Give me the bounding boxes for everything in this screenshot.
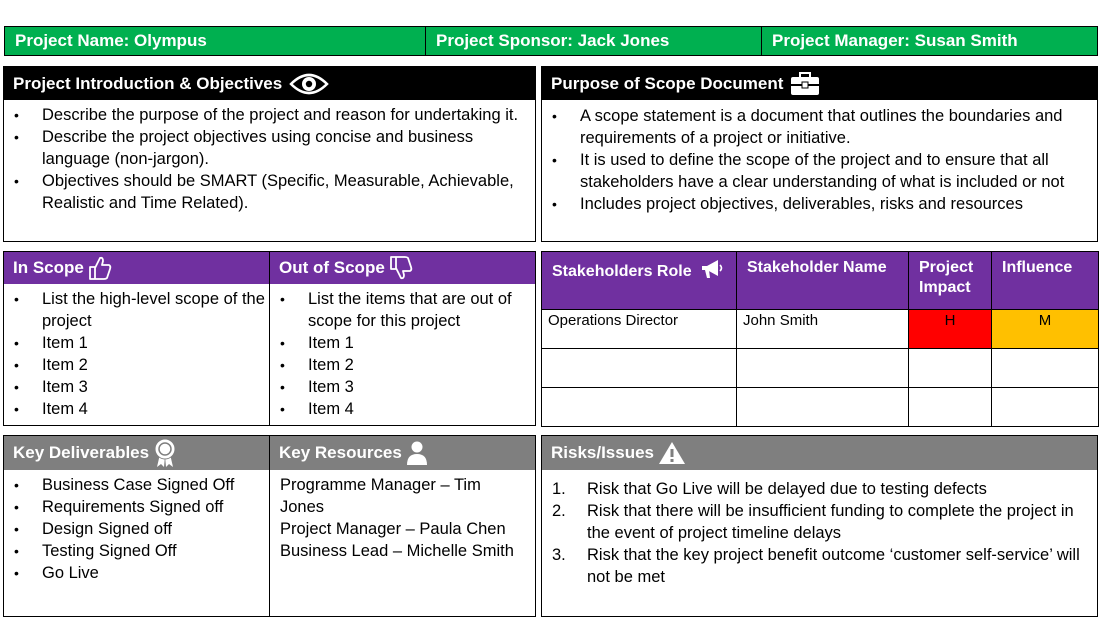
deliverables-resources-panel xyxy=(3,435,536,617)
table-cell: John Smith xyxy=(737,310,909,349)
stakeholders-header-row xyxy=(542,252,1099,310)
in-scope-header xyxy=(4,252,269,284)
table-cell xyxy=(737,388,909,427)
stakeholders-panel xyxy=(541,251,1098,426)
influence-header: Influence xyxy=(992,252,1099,310)
project-manager: Project Manager: Susan Smith xyxy=(772,31,1018,50)
risk-number: 1. xyxy=(552,480,566,498)
influence-medium-cell: M xyxy=(992,310,1099,349)
list-item: • Item 2 xyxy=(270,354,535,376)
risks-header xyxy=(542,436,1097,470)
table-cell: Operations Director xyxy=(542,310,737,349)
resources-header xyxy=(270,436,535,470)
list-item: • Item 4 xyxy=(270,398,535,420)
list-item: • Item 4 xyxy=(4,398,269,420)
list-item: • Includes project objectives, deliverables, risks and resources xyxy=(542,193,1097,215)
thumbs-up-icon xyxy=(88,255,112,281)
table-row xyxy=(542,388,1099,427)
megaphone-icon xyxy=(700,258,724,286)
stakeholders-role-header xyxy=(542,252,737,310)
deliverables-title: Key Deliverables xyxy=(13,443,150,462)
list-item: • Item 3 xyxy=(270,376,535,398)
out-scope-list xyxy=(270,288,535,420)
risk-text: Risk that the key project benefit outcome ‘customer self-service’ will not be met xyxy=(587,546,1080,586)
eye-icon xyxy=(289,72,329,96)
risks-panel xyxy=(541,435,1098,617)
list-item: • It is used to define the scope of the project and to ensure that all stakeholders have a clear understanding of what is included or not xyxy=(542,149,1097,193)
table-cell xyxy=(992,388,1099,427)
list-item: • Item 1 xyxy=(4,332,269,354)
list-item: Project Manager – Paula Chen xyxy=(280,520,506,538)
out-scope-title: Out of Scope xyxy=(279,258,385,277)
stakeholder-name-header: Stakeholder Name xyxy=(737,252,909,310)
list-item: • Go Live xyxy=(4,562,269,584)
in-scope-title: In Scope xyxy=(13,258,84,277)
project-impact-header: Project Impact xyxy=(909,252,992,310)
in-scope-section xyxy=(4,252,269,425)
impact-high-cell: H xyxy=(909,310,992,349)
purpose-list xyxy=(542,105,1097,215)
list-item: • Describe the purpose of the project and reason for undertaking it. xyxy=(4,104,535,126)
briefcase-icon xyxy=(790,72,820,96)
deliverables-section xyxy=(4,436,269,616)
risks-title: Risks/Issues xyxy=(551,443,655,462)
purpose-header xyxy=(542,67,1097,100)
table-row xyxy=(542,310,1099,349)
table-cell xyxy=(992,349,1099,388)
resources-list xyxy=(270,474,535,562)
person-icon xyxy=(406,441,428,465)
resources-title: Key Resources xyxy=(279,443,402,462)
table-cell xyxy=(542,388,737,427)
project-sponsor: Project Sponsor: Jack Jones xyxy=(436,31,670,50)
list-item: • List the items that are out of scope for this project xyxy=(270,288,535,332)
deliverables-header xyxy=(4,436,269,470)
intro-header xyxy=(4,67,535,100)
purpose-title: Purpose of Scope Document xyxy=(551,73,784,93)
list-item xyxy=(542,500,1087,544)
intro-panel xyxy=(3,66,536,242)
list-item: • Item 1 xyxy=(270,332,535,354)
list-item: • Objectives should be SMART (Specific, Measurable, Achievable, Realistic and Time Related). xyxy=(4,170,535,214)
table-cell xyxy=(909,349,992,388)
risk-text: Risk that there will be insufficient funding to complete the project in the event of project timeline delays xyxy=(587,502,1074,542)
list-item: Business Lead – Michelle Smith xyxy=(280,542,514,560)
intro-title: Project Introduction & Objectives xyxy=(13,73,283,93)
deliverables-list xyxy=(4,474,269,584)
thumbs-down-icon xyxy=(389,255,413,281)
out-scope-section xyxy=(270,252,535,425)
stakeholders-table xyxy=(541,251,1099,427)
list-item: • List the high-level scope of the project xyxy=(4,288,269,332)
warning-icon xyxy=(658,441,686,465)
project-name: Project Name: Olympus xyxy=(15,31,207,50)
table-cell xyxy=(542,349,737,388)
in-scope-list xyxy=(4,288,269,420)
table-cell xyxy=(737,349,909,388)
scope-panel xyxy=(3,251,536,426)
list-item: Programme Manager – Tim Jones xyxy=(280,476,481,516)
risks-list xyxy=(542,478,1097,588)
project-manager-cell xyxy=(761,26,1098,56)
project-sponsor-cell xyxy=(425,26,762,56)
risk-text: Risk that Go Live will be delayed due to testing defects xyxy=(587,480,987,498)
list-item: • Item 3 xyxy=(4,376,269,398)
risk-number: 3. xyxy=(552,546,566,564)
table-row xyxy=(542,349,1099,388)
list-item: • Describe the project objectives using concise and business language (non-jargon). xyxy=(4,126,535,170)
intro-list xyxy=(4,104,535,214)
award-ribbon-icon xyxy=(153,438,177,468)
list-item xyxy=(542,544,1087,588)
header-label: Stakeholders Role xyxy=(552,263,692,281)
risk-number: 2. xyxy=(552,502,566,520)
list-item: • Requirements Signed off xyxy=(4,496,269,518)
list-item: • Business Case Signed Off xyxy=(4,474,269,496)
out-scope-header xyxy=(270,252,535,284)
table-cell xyxy=(909,388,992,427)
list-item: • A scope statement is a document that outlines the boundaries and requirements of a project or initiative. xyxy=(542,105,1097,149)
list-item: • Item 2 xyxy=(4,354,269,376)
list-item: • Testing Signed Off xyxy=(4,540,269,562)
purpose-panel xyxy=(541,66,1098,242)
project-name-cell xyxy=(4,26,426,56)
list-item: • Design Signed off xyxy=(4,518,269,540)
list-item xyxy=(542,478,1087,500)
resources-section xyxy=(270,436,535,616)
